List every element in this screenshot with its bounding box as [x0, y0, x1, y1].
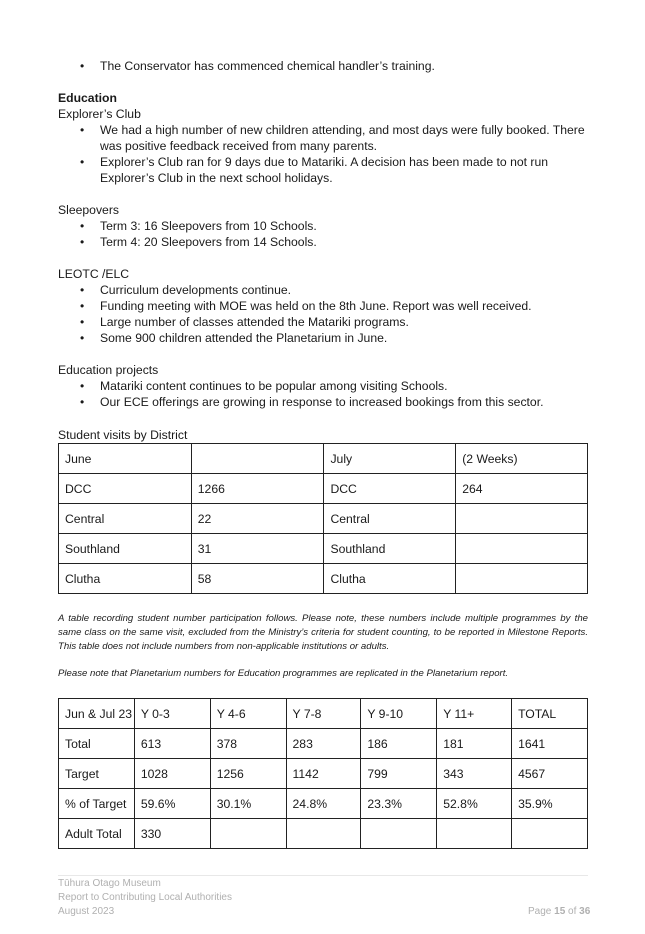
table-cell	[456, 504, 588, 534]
subheading-sleepovers: Sleepovers	[58, 203, 119, 217]
table-row	[59, 729, 588, 759]
list-item-continuation: was positive feedback received from many parents.	[100, 139, 378, 153]
table-cell: 1266	[191, 474, 324, 504]
bullet-dot: •	[80, 299, 85, 313]
table-cell: 343	[437, 759, 512, 789]
table-cell: Clutha	[324, 564, 456, 594]
district-table	[58, 443, 588, 594]
table-caption-district: Student visits by District	[58, 428, 188, 442]
note-participation: A table recording student number participation follows. Please note, these numbers include multiple programmes by the same class on the same visit, excluded from the Ministry’s criteria for student counting, to be reported in Milestone Reports. This table does not include numbers from non-applicable institutions or adults.	[58, 613, 588, 652]
table-cell: Total	[59, 729, 135, 759]
table-cell: 4567	[512, 759, 588, 789]
table-cell: 186	[361, 729, 437, 759]
table-cell: 378	[210, 729, 286, 759]
table-cell: Y 11+	[437, 699, 512, 729]
table-cell	[361, 819, 437, 849]
bullet-dot: •	[80, 395, 85, 409]
footer-report-title: Report to Contributing Local Authorities	[58, 892, 232, 903]
table-cell: 59.6%	[134, 789, 210, 819]
table-cell: 31	[191, 534, 324, 564]
footer-divider	[58, 875, 588, 876]
table-row	[59, 699, 588, 729]
table-cell	[437, 819, 512, 849]
list-item: Term 3: 16 Sleepovers from 10 Schools.	[100, 219, 317, 233]
table-row	[59, 444, 588, 474]
list-item: We had a high number of new children attending, and most days were fully booked. There	[100, 123, 585, 137]
table-cell: 23.3%	[361, 789, 437, 819]
section-heading-education: Education	[58, 91, 117, 105]
table-cell: 1028	[134, 759, 210, 789]
list-item: Funding meeting with MOE was held on the 8th June. Report was well received.	[100, 299, 532, 313]
table-cell: 22	[191, 504, 324, 534]
table-cell: 283	[286, 729, 361, 759]
table-row	[59, 564, 588, 594]
table-row	[59, 819, 588, 849]
list-item: Explorer’s Club ran for 9 days due to Matariki. A decision has been made to not run	[100, 155, 549, 169]
subheading-leotc: LEOTC /ELC	[58, 267, 130, 281]
table-row	[59, 474, 588, 504]
table-cell	[210, 819, 286, 849]
subheading-education-projects: Education projects	[58, 363, 159, 377]
table-row	[59, 534, 588, 564]
list-item: Curriculum developments continue.	[100, 283, 292, 297]
list-item: Matariki content continues to be popular among visiting Schools.	[100, 379, 448, 393]
table-cell: Y 7-8	[286, 699, 361, 729]
table-row	[59, 504, 588, 534]
table-cell: Central	[324, 504, 456, 534]
list-item: Some 900 children attended the Planetarium in June.	[100, 331, 388, 345]
table-cell: Clutha	[59, 564, 192, 594]
table-cell: 52.8%	[437, 789, 512, 819]
table-cell: TOTAL	[512, 699, 588, 729]
table-cell: 24.8%	[286, 789, 361, 819]
bullet-dot: •	[80, 235, 85, 249]
table-cell: % of Target	[59, 789, 135, 819]
bullet-dot: •	[80, 331, 85, 345]
table-cell: DCC	[324, 474, 456, 504]
table-cell: 264	[456, 474, 588, 504]
table-cell: 1256	[210, 759, 286, 789]
table-cell: 613	[134, 729, 210, 759]
bullet-dot: •	[80, 315, 85, 329]
page-of: of	[568, 906, 577, 917]
table-cell: 30.1%	[210, 789, 286, 819]
bullet-dot: •	[80, 155, 85, 169]
footer-page-number	[528, 905, 590, 919]
page-total: 36	[579, 906, 591, 917]
table-cell: 330	[134, 819, 210, 849]
footer-date: August 2023	[58, 906, 115, 917]
table-cell: June	[59, 444, 192, 474]
table-cell: Y 4-6	[210, 699, 286, 729]
table-cell: (2 Weeks)	[456, 444, 588, 474]
list-item-continuation: Explorer’s Club in the next school holidays.	[100, 171, 333, 185]
year-level-table	[58, 698, 588, 849]
table-cell	[191, 444, 324, 474]
table-cell	[286, 819, 361, 849]
table-cell: Central	[59, 504, 192, 534]
table-cell: Jun & Jul 23	[59, 699, 135, 729]
bullet-dot: •	[80, 123, 85, 137]
table-cell: 58	[191, 564, 324, 594]
table-row	[59, 759, 588, 789]
table-cell: 35.9%	[512, 789, 588, 819]
table-cell: Southland	[324, 534, 456, 564]
table-cell: Target	[59, 759, 135, 789]
top-bullet-text: The Conservator has commenced chemical handler’s training.	[100, 59, 435, 73]
table-cell: Adult Total	[59, 819, 135, 849]
bullet-dot: •	[80, 59, 85, 73]
note-planetarium: Please note that Planetarium numbers for Education programmes are replicated in the Planetarium report.	[58, 668, 509, 679]
bullet-dot: •	[80, 379, 85, 393]
list-item: Large number of classes attended the Matariki programs.	[100, 315, 409, 329]
list-item: Our ECE offerings are growing in response to increased bookings from this sector.	[100, 395, 544, 409]
page-current: 15	[554, 906, 566, 917]
page-label: Page	[528, 906, 552, 917]
bullet-dot: •	[80, 283, 85, 297]
table-cell: Southland	[59, 534, 192, 564]
table-cell: July	[324, 444, 456, 474]
table-cell	[456, 564, 588, 594]
bullet-dot: •	[80, 219, 85, 233]
table-cell: Y 0-3	[134, 699, 210, 729]
footer-org: Tūhura Otago Museum	[58, 878, 161, 889]
table-cell: DCC	[59, 474, 192, 504]
table-cell: 1641	[512, 729, 588, 759]
table-cell: 1142	[286, 759, 361, 789]
table-cell: Y 9-10	[361, 699, 437, 729]
table-row	[59, 789, 588, 819]
subheading-explorers-club: Explorer’s Club	[58, 107, 141, 121]
table-cell: 181	[437, 729, 512, 759]
list-item: Term 4: 20 Sleepovers from 14 Schools.	[100, 235, 317, 249]
table-cell	[512, 819, 588, 849]
table-cell	[456, 534, 588, 564]
table-cell: 799	[361, 759, 437, 789]
